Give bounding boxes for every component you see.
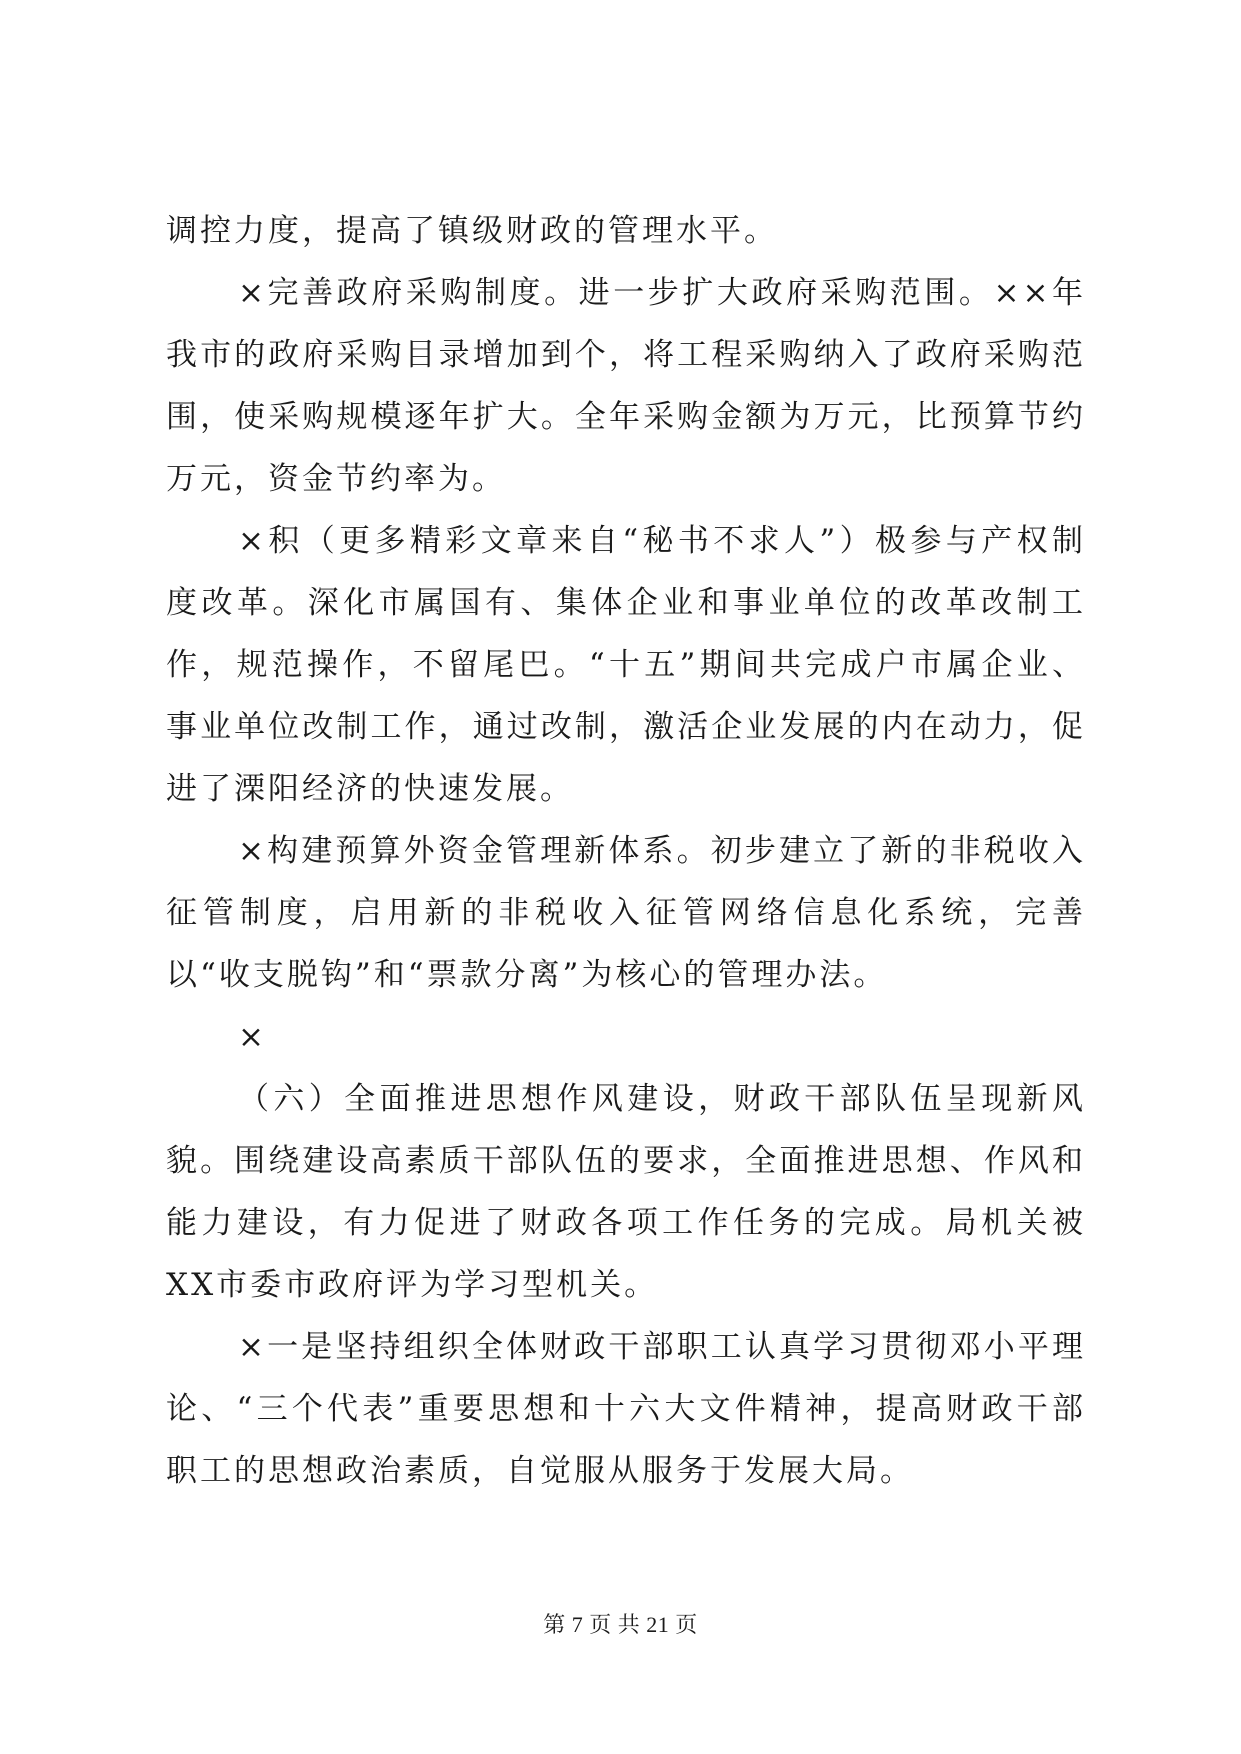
paragraph-government-procurement: ×完善政府采购制度。进一步扩大政府采购范围。××年我市的政府采购目录增加到个，将工程采购纳入了政府采购范围，使采购规模逐年扩大。全年采购金额为万元，比预算节约万元，资金节约率为。 [166, 275, 1086, 497]
paragraph-continuation: 调控力度，提高了镇级财政的管理水平。 [166, 213, 778, 249]
document-body [166, 200, 1086, 1502]
paragraph-section-six: （六）全面推进思想作风建设，财政干部队伍呈现新风貌。围绕建设高素质干部队伍的要求，全面推进思想、作风和能力建设，有力促进了财政各项工作任务的完成。局机关被XX市委市政府评为学习型机关。 [166, 1081, 1086, 1303]
page-number-footer: 第 7 页 共 21 页 [543, 1612, 698, 1637]
paragraph-marker: × [238, 1019, 267, 1055]
paragraph-extrabudgetary-funds: ×构建预算外资金管理新体系。初步建立了新的非税收入征管制度，启用新的非税收入征管网络信息化系统，完善以“收支脱钩”和“票款分离”为核心的管理办法。 [166, 833, 1086, 993]
paragraph-study-theory: ×一是坚持组织全体财政干部职工认真学习贯彻邓小平理论、“三个代表”重要思想和十六大文件精神，提高财政干部职工的思想政治素质，自觉服从服务于发展大局。 [166, 1329, 1086, 1489]
paragraph-property-rights-reform: ×积（更多精彩文章来自“秘书不求人”）极参与产权制度改革。深化市属国有、集体企业和事业单位的改革改制工作，规范操作，不留尾巴。“十五”期间共完成户市属企业、事业单位改制工作，通过改制，激活企业发展的内在动力，促进了溧阳经济的快速发展。 [166, 523, 1086, 807]
